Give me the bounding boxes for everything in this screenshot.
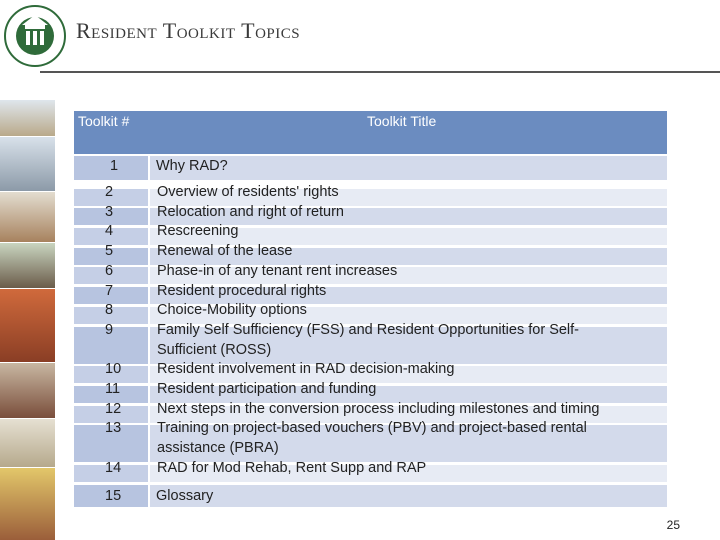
resident-photo <box>0 243 55 288</box>
page-number: 25 <box>666 518 680 532</box>
row-title: Relocation and right of return <box>157 203 344 220</box>
column-header-title: Toolkit Title <box>367 113 437 129</box>
row-1-number: 1 <box>110 158 119 174</box>
construction-photo <box>0 419 55 467</box>
row-number: 5 <box>105 243 114 260</box>
row-number: 11 <box>105 381 121 398</box>
row-title: RAD for Mod Rehab, Rent Supp and RAP <box>157 459 427 476</box>
table-header <box>74 111 667 154</box>
toolkit-titles <box>157 183 657 479</box>
brick-building-photo <box>0 289 55 362</box>
street-photo <box>0 468 55 540</box>
row-title: Next steps in the conversion process including milestones and timing <box>157 400 600 417</box>
row-title: Phase-in of any tenant rent increases <box>157 262 398 279</box>
title-divider <box>40 71 720 73</box>
photo-collage <box>0 100 55 540</box>
hud-seal-logo <box>4 5 66 67</box>
row-title: Resident involvement in RAD decision-making <box>157 361 455 378</box>
row-title: Resident procedural rights <box>157 282 327 299</box>
townhouse-photo <box>0 192 55 242</box>
row-number: 7 <box>105 282 114 299</box>
row-number: 14 <box>105 459 122 476</box>
row-1-title: Why RAD? <box>156 158 228 174</box>
row-number: 8 <box>105 302 114 319</box>
residents-group-photo <box>0 363 55 418</box>
city-skyline-photo <box>0 137 55 191</box>
row-number: 6 <box>105 262 114 279</box>
building-photo <box>0 100 55 136</box>
row-number: 13 <box>105 420 122 437</box>
row-number: 2 <box>105 184 114 200</box>
column-header-number: Toolkit # <box>78 113 130 129</box>
row-number: 10 <box>105 361 122 378</box>
row-15-number: 15 <box>105 488 122 504</box>
row-title: Rescreening <box>157 223 239 240</box>
row-number: 12 <box>105 400 122 417</box>
row-number: 9 <box>105 321 114 338</box>
row-title: Overview of residents' rights <box>157 184 339 200</box>
row-number: 4 <box>105 223 114 240</box>
row-title: Family Self Sufficiency (FSS) and Resident Opportunities for Self-Sufficient (ROSS) <box>157 321 580 358</box>
page-title: Resident Toolkit Topics <box>76 18 301 43</box>
row-title: Training on project-based vouchers (PBV) and project-based rental assistance (PBRA) <box>157 420 587 457</box>
row-title: Renewal of the lease <box>157 243 293 260</box>
row-15-title: Glossary <box>156 488 214 504</box>
row-title: Resident participation and funding <box>157 381 377 398</box>
row-title: Choice-Mobility options <box>157 302 307 319</box>
row-number: 3 <box>105 203 114 220</box>
toolkit-numbers <box>105 183 145 479</box>
